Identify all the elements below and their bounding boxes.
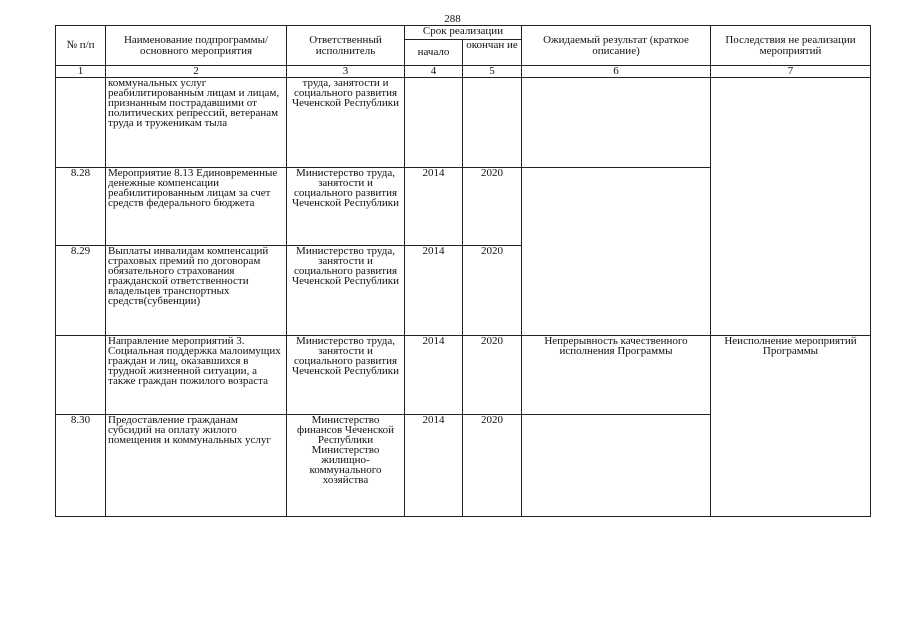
row-consequences-empty [711,78,871,336]
column-number: 5 [463,66,522,78]
header-name: Наименование подпрограммы/ основного мероприятия [106,26,287,66]
row-name: Предоставление гражданам субсидий на оплату жилого помещения и коммунальных услуг [106,415,287,517]
column-number: 7 [711,66,871,78]
header-end: окончан ие [463,40,522,66]
table-row [56,78,871,168]
column-number: 1 [56,66,106,78]
row-executor: Министерство труда, занятости и социального развития Чеченской Республики [287,168,405,246]
row-end: 2020 [463,336,522,415]
column-number: 6 [522,66,711,78]
column-number: 3 [287,66,405,78]
row-end [463,78,522,168]
header-result: Ожидаемый результат (краткое описание) [522,26,711,66]
row-start: 2014 [405,246,463,336]
table-row [56,336,871,415]
header-start: начало [405,40,463,66]
header-consequences: Последствия не реализации мероприятий [711,26,871,66]
row-num [56,336,106,415]
program-table [55,25,871,517]
row-result-empty [522,415,711,517]
row-result: Непрерывность качественного исполнения Программы [522,336,711,415]
column-number-row [56,66,871,78]
row-start [405,78,463,168]
header-period: Срок реализации [405,26,522,40]
row-executor: труда, занятости и социального развития Чеченской Республики [287,78,405,168]
row-num: 8.29 [56,246,106,336]
row-name: Направление мероприятий 3. Социальная поддержка малоимущих граждан и лиц, оказавшихся в трудной жизненной ситуации, а также граждан пожилого возраста [106,336,287,415]
row-executor: Министерство финансов Чеченской Республики Министерство жилищно-коммунального хозяйства [287,415,405,517]
header-executor: Ответственный исполнитель [287,26,405,66]
row-name: Выплаты инвалидам компенсаций страховых премий по договорам обязательного страхования гражданской ответственности владельцев транспортных средств(субвенции) [106,246,287,336]
row-num: 8.28 [56,168,106,246]
row-num: 8.30 [56,415,106,517]
row-start: 2014 [405,168,463,246]
row-end: 2020 [463,246,522,336]
row-end: 2020 [463,415,522,517]
header-row [56,26,871,40]
row-num [56,78,106,168]
row-start: 2014 [405,336,463,415]
page-number: 288 [444,13,461,25]
row-executor: Министерство труда, занятости и социального развития Чеченской Республики [287,246,405,336]
row-name: коммунальных услуг реабилитированным лицам и лицам, признанным пострадавшими от политических репрессий, ветеранам труда и труженикам тыла [106,78,287,168]
row-start: 2014 [405,415,463,517]
row-consequences: Неисполнение мероприятий Программы [711,336,871,517]
row-result-empty [522,168,711,336]
row-name: Мероприятие 8.13 Единовременные денежные компенсации реабилитированным лицам за счет средств федерального бюджета [106,168,287,246]
row-result-empty [522,78,711,168]
row-end: 2020 [463,168,522,246]
column-number: 2 [106,66,287,78]
header-num: № п/п [56,26,106,66]
row-executor: Министерство труда, занятости и социального развития Чеченской Республики [287,336,405,415]
column-number: 4 [405,66,463,78]
